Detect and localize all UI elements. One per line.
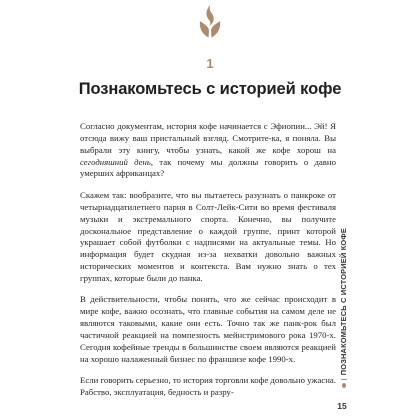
bean-marker-icon bbox=[342, 383, 346, 388]
running-head bbox=[337, 228, 351, 388]
page-number: 15 bbox=[337, 401, 347, 411]
chapter-title: Познакомьтесь с историей кофе bbox=[78, 80, 342, 98]
paragraph-1: Согласно документам, история кофе начинается с Эфиопии... Эй! Я отсюда вижу ваш пристальный взгляд. Смотрите-ка, я поняла. Вы выбрали эту книгу, чтобы узнать, какой же кофе хорош на сегодняшний день, так почему мы должны говорить о давно умерших африканцах? bbox=[80, 121, 336, 179]
running-head-divider bbox=[341, 379, 347, 380]
running-head-text: ПОЗНАКОМЬТЕСЬ С ИСТОРИЕЙ КОФЕ bbox=[339, 228, 348, 376]
paragraph-2: Скажем так: вообразите, что вы пытаетесь разузнать о панкроке от четырнадцатилетнего парня в Солт-Лейк-Сити во время фестиваля музыки и экстремального спорта. Конечно, вы получите доскональное представление о каждой группе, принт которой украшает собой футболки с надписями на актуальные темы. Но информация будет скудная из-за нехватки довольно важных исторических моментов и контекста. Вам нужно знать о тех группах, которые были до панка. bbox=[80, 189, 336, 283]
paragraph-4: Если говорить серьезно, то история торговли кофе довольно ужасна. Рабство, эксплуатация, бедность и разру- bbox=[80, 375, 336, 398]
body-text bbox=[80, 121, 336, 409]
chapter-number: 1 bbox=[206, 56, 214, 71]
coffee-bean-icon bbox=[196, 4, 224, 42]
paragraph-3: В действительности, чтобы понять, что же сейчас происходит в мире кофе, важно осознать, что главные события на самом деле не являются таковыми, какие они есть. Точно так же панк-рок был частичной реакцией на помпезность мейнстримового рока 1970-х. Сегодня кофейные тренды в большинстве своем являются реакцией на хорошо налаженный бизнес по франшизе кофе 1990-х. bbox=[80, 294, 336, 364]
emphasis-today: сегодняшний день bbox=[80, 156, 151, 167]
